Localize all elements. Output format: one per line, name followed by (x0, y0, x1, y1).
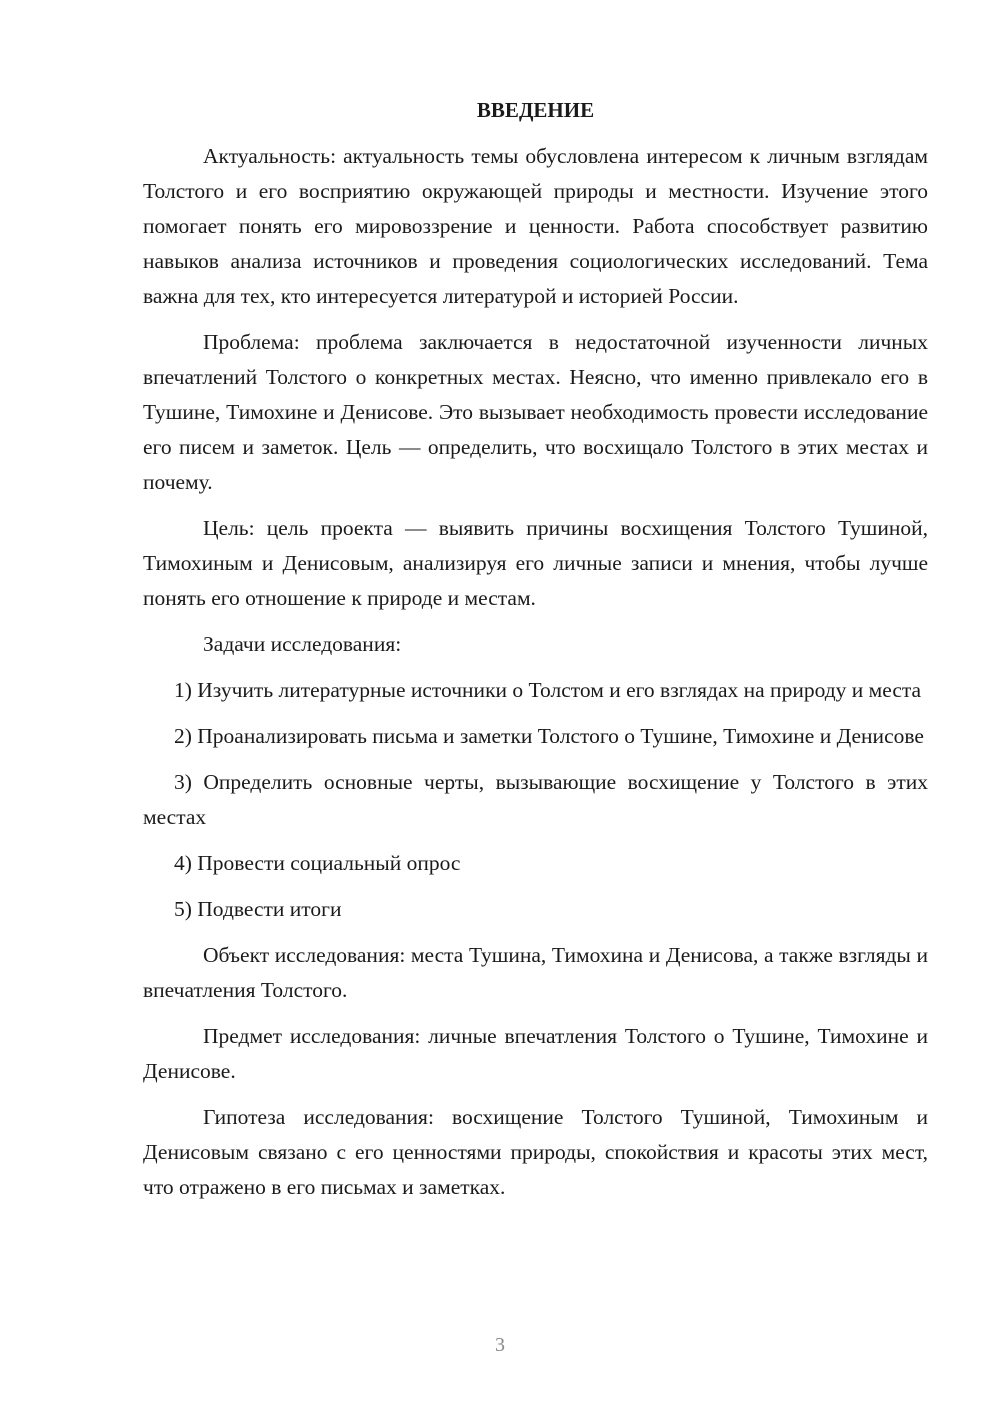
tasks-heading: Задачи исследования: (203, 632, 402, 656)
subject-paragraph: Предмет исследования: личные впечатления Толстого о Тушине, Тимохине и Денисове. (143, 1024, 928, 1083)
task-item-2: 2) Проанализировать письма и заметки Толстого о Тушине, Тимохине и Денисове (174, 724, 924, 748)
task-item-5: 5) Подвести итоги (174, 897, 342, 921)
object-paragraph: Объект исследования: места Тушина, Тимохина и Денисова, а также взгляды и впечатления Толстого. (143, 943, 928, 1002)
problem-paragraph: Проблема: проблема заключается в недостаточной изученности личных впечатлений Толстого о конкретных местах. Неясно, что именно привлекало его в Тушине, Тимохине и Денисове. Это вызывает необходимость провести исследование его писем и заметок. Цель — определить, что восхищало Толстого в этих местах и почему. (143, 330, 928, 494)
task-item-3: 3) Определить основные черты, вызывающие восхищение у Толстого в этих местах (143, 770, 928, 829)
page-title: ВВЕДЕНИЕ (476, 98, 595, 122)
task-item-4: 4) Провести социальный опрос (174, 851, 461, 875)
page-number: 3 (495, 1334, 505, 1356)
hypothesis-paragraph: Гипотеза исследования: восхищение Толстого Тушиной, Тимохиным и Денисовым связано с его ценностями природы, спокойствия и красоты этих мест, что отражено в его письмах и заметках. (143, 1105, 928, 1199)
goal-paragraph: Цель: цель проекта — выявить причины восхищения Толстого Тушиной, Тимохиным и Денисовым, анализируя его личные записи и мнения, чтобы лучше понять его отношение к природе и местам. (143, 516, 928, 610)
relevance-paragraph: Актуальность: актуальность темы обусловлена интересом к личным взглядам Толстого и его восприятию окружающей природы и местности. Изучение этого помогает понять его мировоззрение и ценности. Работа способствует развитию навыков анализа источников и проведения социологических исследований. Тема важна для тех, кто интересуется литературой и историей России. (143, 144, 928, 308)
document-page (143, 95, 928, 1216)
task-item-1: 1) Изучить литературные источники о Толстом и его взглядах на природу и места (174, 678, 922, 702)
